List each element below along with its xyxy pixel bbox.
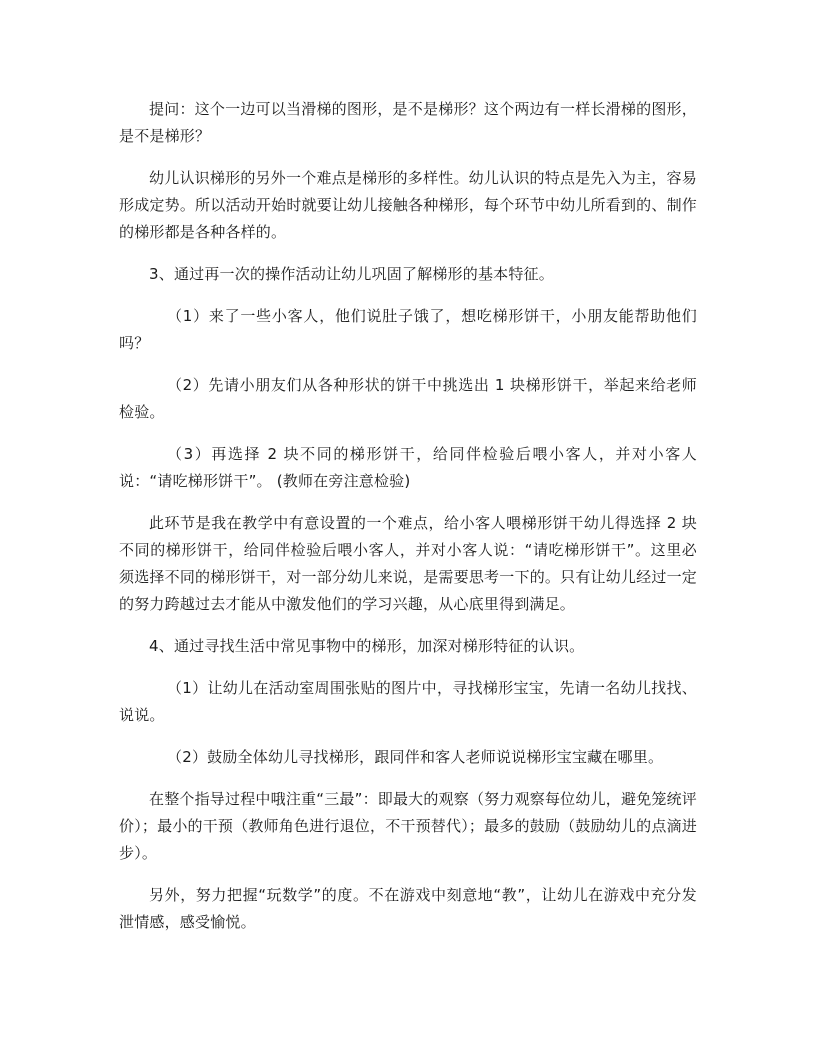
paragraph-step-3-1: （1）来了一些小客人，他们说肚子饿了，想吃梯形饼干，小朋友能帮助他们吗？ xyxy=(119,307,697,352)
paragraph-play-math: 另外，努力把握“玩数学”的度。不在游戏中刻意地“教”，让幼儿在游戏中充分发泄情感，感受愉悦。 xyxy=(119,886,697,931)
paragraph-question: 提问：这个一边可以当滑梯的图形，是不是梯形？这个两边有一样长滑梯的图形，是不是梯形？ xyxy=(119,100,697,145)
paragraph-step-3-reflection: 此环节是我在教学中有意设置的一个难点，给小客人喂梯形饼干幼儿得选择 2 块不同的梯形饼干，给同伴检验后喂小客人，并对小客人说：“请吃梯形饼干”。这里必须选择不同的梯形饼干，对一部分幼儿来说，是需要思考一下的。只有让幼儿经过一定的努力跨越过去才能从中激发他们的学习兴趣，从心底里得到满足。 xyxy=(119,514,697,613)
paragraph-step-4-heading: 4、通过寻找生活中常见事物中的梯形，加深对梯形特征的认识。 xyxy=(149,637,585,655)
paragraph-step-3-2: （2）先请小朋友们从各种形状的饼干中挑选出 1 块梯形饼干，举起来给老师检验。 xyxy=(119,376,697,421)
paragraph-three-most: 在整个指导过程中哦注重“三最”：即最大的观察（努力观察每位幼儿，避免笼统评价）；最小的干预（教师角色进行退位，不干预替代）；最多的鼓励（鼓励幼儿的点滴进步）。 xyxy=(119,790,697,862)
paragraph-step-4-1: （1）让幼儿在活动室周围张贴的图片中，寻找梯形宝宝，先请一名幼儿找找、说说。 xyxy=(119,679,697,724)
paragraph-step-3-heading: 3、通过再一次的操作活动让幼儿巩固了解梯形的基本特征。 xyxy=(149,265,554,283)
paragraph-step-4-2: （2）鼓励全体幼儿寻找梯形，跟同伴和客人老师说说梯形宝宝藏在哪里。 xyxy=(167,748,664,766)
paragraph-step-3-3: （3）再选择 2 块不同的梯形饼干，给同伴检验后喂小客人，并对小客人说：“请吃梯形饼干”。 (教师在旁注意检验) xyxy=(119,445,697,490)
paragraph-difficulty: 幼儿认识梯形的另外一个难点是梯形的多样性。幼儿认识的特点是先入为主，容易形成定势。所以活动开始时就要让幼儿接触各种梯形，每个环节中幼儿所看到的、制作的梯形都是各种各样的。 xyxy=(119,169,697,241)
document-body xyxy=(119,96,697,936)
